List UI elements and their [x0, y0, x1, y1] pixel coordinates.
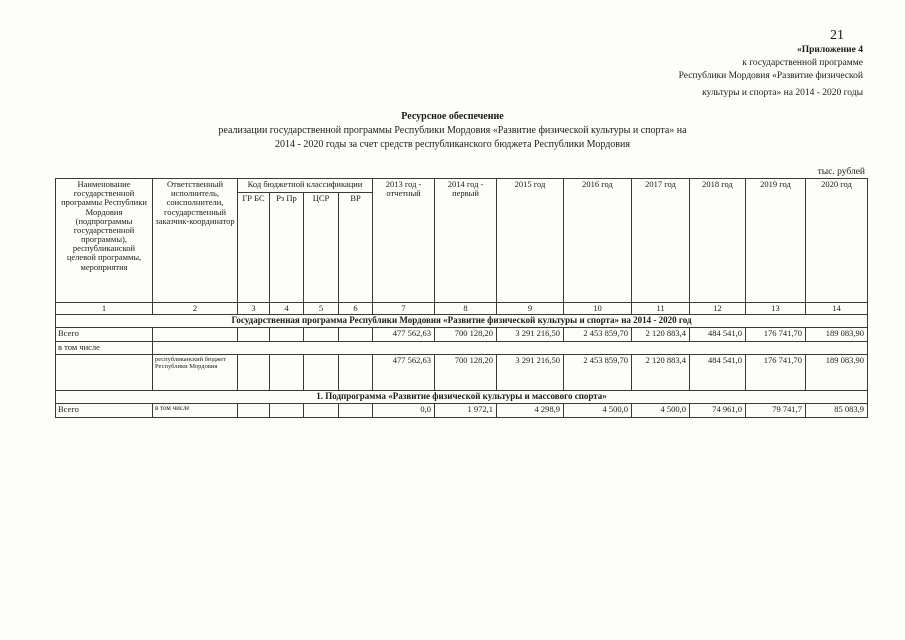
value-2019: 176 741,70: [746, 355, 806, 391]
appendix-line-1: «Приложение 4: [796, 45, 863, 55]
table-row: [56, 342, 868, 355]
section-row: [56, 315, 868, 328]
value-2015: 3 291 216,50: [497, 328, 564, 342]
header-2014: 2014 год - первый: [435, 179, 497, 303]
value-2016: 2 453 859,70: [564, 355, 632, 391]
header-responsible: Ответственный исполнитель, соисполнители, государственный заказчик-координатор: [153, 179, 238, 303]
col-number: 8: [435, 303, 497, 315]
header-budget-code: Код бюджетной классификации: [238, 179, 373, 193]
appendix-line-2: к государственной программе: [742, 58, 863, 68]
row-label: в том числе: [56, 342, 153, 355]
header-2015: 2015 год: [497, 179, 564, 303]
empty-cell: [270, 328, 304, 342]
col-number: 12: [690, 303, 746, 315]
empty-cell: [153, 342, 868, 355]
row-label: Всего: [56, 328, 153, 342]
row-label: Всего: [56, 404, 153, 418]
header-row-1: [56, 179, 868, 193]
section-title-subprogram: 1. Подпрограмма «Развитие физической культуры и массового спорта»: [56, 391, 868, 404]
table-row: [56, 328, 868, 342]
units-label: тыс. рублей: [817, 167, 865, 177]
value-2015: 3 291 216,50: [497, 355, 564, 391]
header-2016: 2016 год: [564, 179, 632, 303]
col-number: 13: [746, 303, 806, 315]
section-title-program: Государственная программа Республики Мордовия «Развитие физической культуры и спорта» на 2014 - 2020 год: [56, 315, 868, 328]
value-2016: 2 453 859,70: [564, 328, 632, 342]
row-responsible: республиканский бюджет Республики Мордовия: [153, 355, 238, 391]
col-number: 3: [238, 303, 270, 315]
value-2019: 79 741,7: [746, 404, 806, 418]
empty-cell: [153, 328, 238, 342]
empty-cell: [339, 328, 373, 342]
document-subtitle-line-1: реализации государственной программы Республики Мордовия «Развитие физической культуры и спорта» на: [218, 125, 687, 136]
value-2015: 4 298,9: [497, 404, 564, 418]
header-2013: 2013 год - отчетный: [373, 179, 435, 303]
document-title: Ресурсное обеспечение: [401, 111, 504, 122]
header-2020: 2020 год: [806, 179, 868, 303]
empty-cell: [304, 355, 339, 391]
col-number: 10: [564, 303, 632, 315]
header-2018: 2018 год: [690, 179, 746, 303]
col-number: 14: [806, 303, 868, 315]
header-vr: ВР: [339, 193, 373, 303]
empty-cell: [238, 328, 270, 342]
page-number: 21: [830, 28, 844, 43]
col-number: 2: [153, 303, 238, 315]
value-2014: 700 128,20: [435, 328, 497, 342]
value-2014: 1 972,1: [435, 404, 497, 418]
table-row: [56, 404, 868, 418]
value-2018: 484 541,0: [690, 328, 746, 342]
value-2020: 189 083,90: [806, 355, 868, 391]
value-2018: 74 961,0: [690, 404, 746, 418]
empty-cell: [304, 328, 339, 342]
appendix-line-3: Республики Мордовия «Развитие физической: [678, 71, 863, 81]
empty-cell: [238, 404, 270, 418]
value-2013: 477 562,63: [373, 355, 435, 391]
col-number: 1: [56, 303, 153, 315]
value-2014: 700 128,20: [435, 355, 497, 391]
col-number: 9: [497, 303, 564, 315]
table-row: [56, 355, 868, 391]
empty-cell: [56, 355, 153, 391]
header-csr: ЦСР: [304, 193, 339, 303]
value-2017: 2 120 883,4: [632, 328, 690, 342]
empty-cell: [238, 355, 270, 391]
col-number: 7: [373, 303, 435, 315]
header-rzpr: Рз Пр: [270, 193, 304, 303]
col-number: 6: [339, 303, 373, 315]
value-2017: 2 120 883,4: [632, 355, 690, 391]
empty-cell: [270, 355, 304, 391]
empty-cell: [339, 355, 373, 391]
value-2020: 85 083,9: [806, 404, 868, 418]
value-2016: 4 500,0: [564, 404, 632, 418]
col-number: 11: [632, 303, 690, 315]
document-subtitle-line-2: 2014 - 2020 годы за счет средств республиканского бюджета Республики Мордовия: [275, 139, 630, 150]
empty-cell: [304, 404, 339, 418]
col-number: 4: [270, 303, 304, 315]
header-2019: 2019 год: [746, 179, 806, 303]
row-responsible: в том числе: [153, 404, 238, 418]
column-number-row: [56, 303, 868, 315]
resource-table: [55, 178, 868, 418]
col-number: 5: [304, 303, 339, 315]
value-2017: 4 500,0: [632, 404, 690, 418]
header-grbs: ГР БС: [238, 193, 270, 303]
empty-cell: [339, 404, 373, 418]
value-2013: 477 562,63: [373, 328, 435, 342]
empty-cell: [270, 404, 304, 418]
header-2017: 2017 год: [632, 179, 690, 303]
value-2018: 484 541,0: [690, 355, 746, 391]
section-row: [56, 391, 868, 404]
value-2020: 189 083,90: [806, 328, 868, 342]
appendix-line-4: культуры и спорта» на 2014 - 2020 годы: [702, 88, 863, 98]
header-name: Наименование государственной программы Республики Мордовия (подпрограммы государственной программы), республиканской целевой программы, мероприятия: [56, 179, 153, 303]
value-2019: 176 741,70: [746, 328, 806, 342]
value-2013: 0,0: [373, 404, 435, 418]
